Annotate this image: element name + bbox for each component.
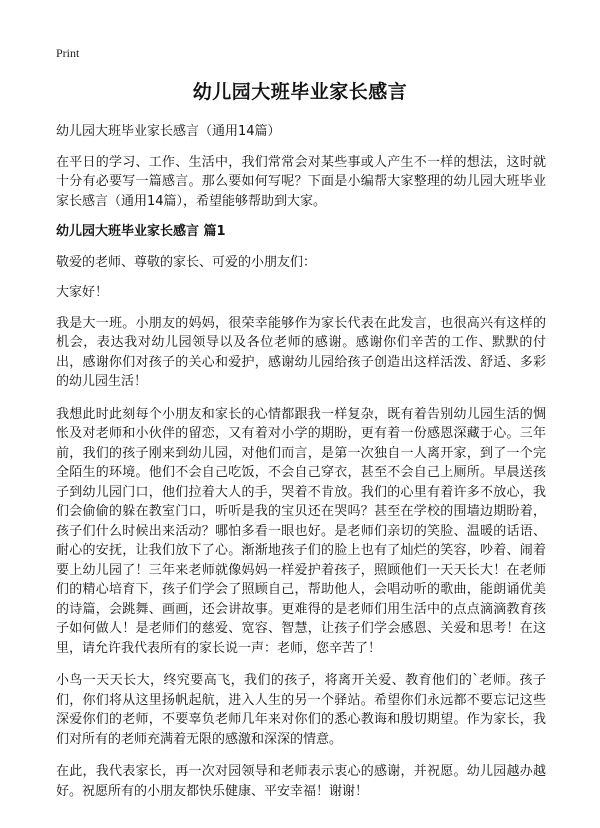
greeting: 大家好！ <box>56 285 109 300</box>
section-heading: 幼儿园大班毕业家长感言 篇1 <box>56 224 226 239</box>
letter-paragraph-4: 在此，我代表家长，再一次对园领导和老师表示衷心的感谢，并祝愿。幼儿园越办越好。祝愿所有的小朋友都快乐健康、平安幸福！谢谢！ <box>56 764 546 799</box>
document-subtitle: 幼儿园大班毕业家长感言（通用14篇） <box>56 124 281 139</box>
print-link[interactable]: Print <box>56 46 80 60</box>
letter-paragraph-2: 我想此时此刻每个小朋友和家长的心情都跟我一样复杂，既有着告别幼儿园生活的惆怅及对老师和小伙伴的留恋，又有着对小学的期盼，更有着一份感恩深藏于心。三年前，我们的孩子刚来到幼儿园，对他们而言，是第一次独自一人离开家，到了一个完全陌生的环境。他们不会自己吃饭，不会自己穿衣，甚至不会自己上厕所。早晨送孩子到幼儿园门口，他们拉着大人的手，哭着不肯放。我们的心里有着许多不放心，我们会偷偷的躲在教室门口，听听是我的宝贝还在哭吗？甚至在学校的围墙边期盼着，孩子们什么时候出来活动？哪怕多看一眼也好。是老师们亲切的笑脸、温暖的话语、耐心的安抚，让我们放下了心。渐渐地孩子们的脸上也有了灿烂的笑容，吵着、闹着要上幼儿园了！三年来老师就像妈妈一样爱护着孩子，照顾他们一天天长大！在老师们的精心培育下，孩子们学会了照顾自己，帮助他人，会唱动听的歌曲，能朗诵优美的诗篇，会跳舞、画画，还会讲故事。更难得的是老师们用生活中的点点滴滴教育孩子如何做人！是老师们的慈爱、宽容、智慧，让孩子们学会感恩、关爱和思考！在这里，请允许我代表所有的家长说一声：老师，您辛苦了！ <box>56 406 546 656</box>
intro-paragraph: 在平日的学习、工作、生活中，我们常常会对某些事或人产生不一样的想法，这时就十分有必要写一篇感言。那么要如何写呢？下面是小编帮大家整理的幼儿园大班毕业家长感言（通用14篇），希望能够帮助到大家。 <box>56 154 546 209</box>
letter-paragraph-3: 小鸟一天天长大，终究要高飞，我们的孩子，将离开关爱、教育他们的`老师。孩子们，你们将从这里扬帆起航，进入人生的另一个驿站。希望你们永远都不要忘记这些深爱你们的老师，不要辜负老师几年来对你们的悉心教诲和殷切期望。作为家长，我们对所有的老师充满着无限的感激和深深的情意。 <box>56 673 546 747</box>
letter-paragraph-1: 我是大一班。小朋友的妈妈，很荣幸能够作为家长代表在此发言，也很高兴有这样的机会，表达我对幼儿园领导以及各位老师的感谢。感谢你们辛苦的工作、默默的付出，感谢你们对孩子的关心和爱护，感谢幼儿园给孩子创造出这样活泼、舒适、多彩的幼儿园生活！ <box>56 315 546 389</box>
document-body <box>56 122 546 814</box>
page-title: 幼儿园大班毕业家长感言 <box>192 81 408 103</box>
salutation: 敬爱的老师、尊敬的家长、可爱的小朋友们： <box>56 254 317 270</box>
